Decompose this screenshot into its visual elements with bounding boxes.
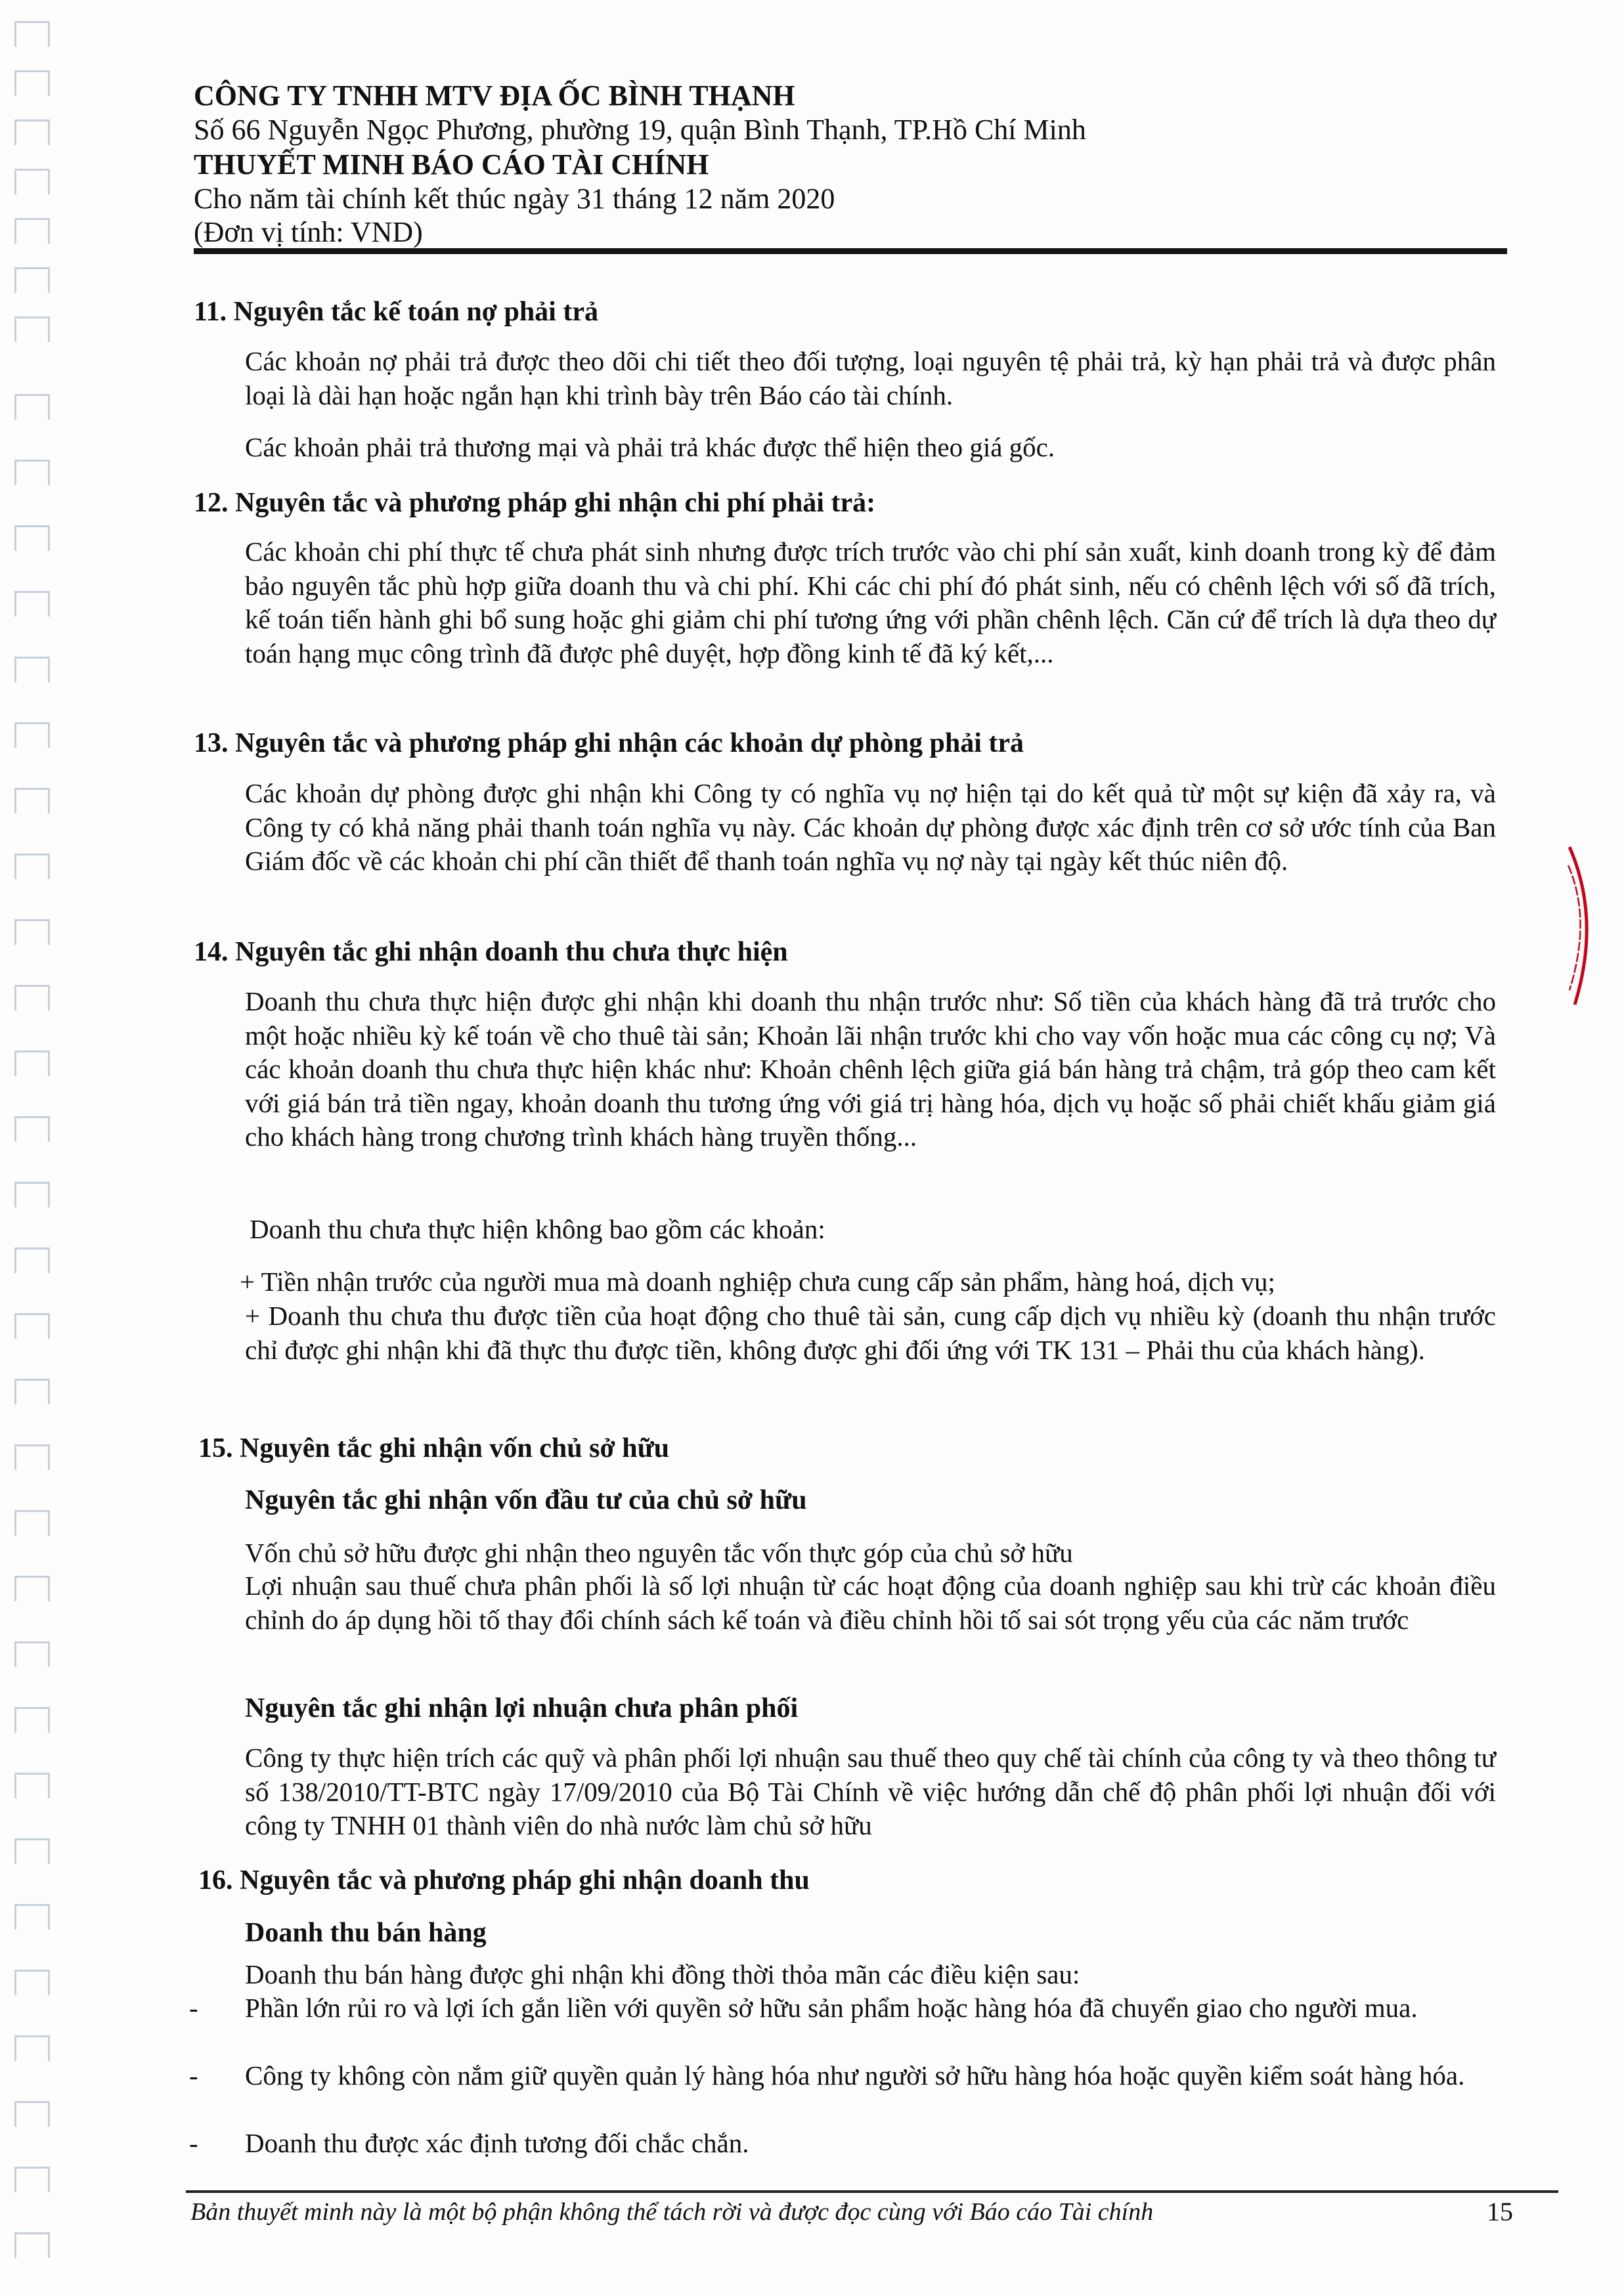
binding-hole (14, 2232, 50, 2258)
binding-hole (14, 919, 50, 945)
binding-hole (14, 21, 50, 47)
binding-hole (14, 2035, 50, 2061)
binding-hole (14, 1379, 50, 1404)
section-11-paragraph-2: Các khoản phải trả thương mại và phải trả khác được thể hiện theo giá gốc. (245, 432, 1055, 462)
binding-hole (14, 119, 50, 145)
company-address: Số 66 Nguyễn Ngọc Phương, phường 19, quận Bình Thạnh, TP.Hồ Chí Minh (194, 114, 1086, 146)
section-16-intro: Doanh thu bán hàng được ghi nhận khi đồng thời thỏa mãn các điều kiện sau: (245, 1959, 1080, 1989)
binding-hole (14, 985, 50, 1010)
binding-hole (14, 1641, 50, 1667)
binding-hole (14, 394, 50, 420)
section-14-paragraph-1: Doanh thu chưa thực hiện được ghi nhận khi doanh thu nhận trước như: Số tiền của khách hàng đã trả trước cho một hoặc nhiều kỳ kế toán về cho thuê tài sản; Khoản lãi nhận trước khi cho vay vốn hoặc mua các công cụ nợ; Và các khoản doanh thu chưa thực hiện khác như: Khoản chênh lệch giữa giá bán hàng trả chậm, trả góp theo cam kết với giá bán trả tiền ngay, khoản doanh thu tương ứng với giá trị hàng hóa, dịch vụ hoặc số phải chiết khấu giảm giá cho khách hàng trong chương trình khách hàng truyền thống... (245, 986, 1496, 1152)
section-14-item-1: + Tiền nhận trước của người mua mà doanh nghiệp chưa cung cấp sản phẩm, hàng hoá, dịch vụ; (240, 1267, 1275, 1297)
section-15-sub1-paragraph-1: Vốn chủ sở hữu được ghi nhận theo nguyên tắc vốn thực góp của chủ sở hữu (245, 1538, 1073, 1568)
report-period: Cho năm tài chính kết thúc ngày 31 tháng 12 năm 2020 (194, 183, 835, 215)
section-16-bullet-3: Doanh thu được xác định tương đối chắc chắn. (245, 2128, 749, 2158)
bullet-marker: - (189, 2060, 198, 2090)
section-11-heading: 11. Nguyên tắc kế toán nợ phải trả (194, 297, 598, 327)
footer-note: Bản thuyết minh này là một bộ phận không thể tách rời và được đọc cùng với Báo cáo Tài chính (190, 2198, 1154, 2226)
binding-hole (14, 169, 50, 194)
section-14-item-2: + Doanh thu chưa thu được tiền của hoạt động cho thuê tài sản, cung cấp dịch vụ nhiều kỳ (doanh thu nhận trước chỉ được ghi nhận khi đã thực thu được tiền, không được ghi đối ứng với TK 131 – Phải thu của khách hàng). (245, 1301, 1496, 1365)
section-15-sub2-paragraph-1: Công ty thực hiện trích các quỹ và phân phối lợi nhuận sau thuế theo quy chế tài chính của công ty và theo thông tư số 138/2010/TT-BTC ngày 17/09/2010 của Bộ Tài Chính về việc hướng dẫn chế độ phân phối lợi nhuận đối với công ty TNHH 01 thành viên do nhà nước làm chủ sở hữu (245, 1743, 1496, 1840)
binding-hole (14, 267, 50, 293)
section-15-subheading-2: Nguyên tắc ghi nhận lợi nhuận chưa phân phối (245, 1693, 799, 1723)
section-14-paragraph-2: Doanh thu chưa thực hiện không bao gồm các khoản: (250, 1214, 825, 1244)
binding-hole (14, 1510, 50, 1536)
binding-hole (14, 2101, 50, 2127)
binding-hole (14, 1970, 50, 1995)
section-16-bullet-2: Công ty không còn nắm giữ quyền quản lý hàng hóa như người sở hữu hàng hóa hoặc quyền kiểm soát hàng hóa. (245, 2060, 1465, 2090)
binding-hole (14, 460, 50, 485)
binding-hole (14, 218, 50, 244)
binding-hole (14, 525, 50, 551)
bullet-marker: - (189, 1993, 198, 2023)
section-16-subheading-1: Doanh thu bán hàng (245, 1918, 487, 1948)
binding-hole (14, 1444, 50, 1470)
binding-hole (14, 854, 50, 879)
section-15-subheading-1: Nguyên tắc ghi nhận vốn đầu tư của chủ sở hữu (245, 1485, 807, 1515)
section-15-heading: 15. Nguyên tắc ghi nhận vốn chủ sở hữu (198, 1433, 670, 1463)
section-14-heading: 14. Nguyên tắc ghi nhận doanh thu chưa thực hiện (194, 937, 788, 967)
binding-hole (14, 722, 50, 748)
section-15-sub1-paragraph-2: Lợi nhuận sau thuế chưa phân phối là số lợi nhuận từ các hoạt động của doanh nghiệp sau khi trừ các khoản điều chỉnh do áp dụng hồi tố thay đổi chính sách kế toán và điều chỉnh hồi tố sai sót trọng yếu của các năm trước (245, 1570, 1496, 1635)
seal-stamp-icon (1563, 840, 1615, 1011)
footer-divider (186, 2190, 1558, 2193)
binding-hole (14, 2167, 50, 2192)
header-divider (194, 248, 1507, 254)
bullet-marker: - (189, 2128, 198, 2158)
binding-hole (14, 1904, 50, 1930)
section-13-heading: 13. Nguyên tắc và phương pháp ghi nhận các khoản dự phòng phải trả (194, 728, 1024, 758)
binding-hole (14, 1707, 50, 1733)
section-12-paragraph-1: Các khoản chi phí thực tế chưa phát sinh nhưng được trích trước vào chi phí sản xuất, kinh doanh trong kỳ để đảm bảo nguyên tắc phù hợp giữa doanh thu và chi phí. Khi các chi phí đó phát sinh, nếu có chênh lệch với số đã trích, kế toán tiến hành ghi bổ sung hoặc ghi giảm chi phí tương ứng với phần chênh lệch. Căn cứ để trích là dựa theo dự toán hạng mục công trình đã được phê duyệt, hợp đồng kinh tế đã ký kết,... (245, 536, 1496, 668)
binding-hole (14, 1247, 50, 1273)
currency-unit: (Đơn vị tính: VND) (194, 216, 423, 248)
binding-hole (14, 1182, 50, 1207)
section-13-paragraph-1: Các khoản dự phòng được ghi nhận khi Công ty có nghĩa vụ nợ hiện tại do kết quả từ một sự kiện đã xảy ra, và Công ty có khả năng phải thanh toán nghĩa vụ này. Các khoản dự phòng được xác định trên cơ sở ước tính của Ban Giám đốc về các khoản chi phí cần thiết để thanh toán nghĩa vụ nợ này tại ngày kết thúc niên độ. (245, 778, 1496, 876)
binding-hole (14, 70, 50, 96)
section-16-heading: 16. Nguyên tắc và phương pháp ghi nhận doanh thu (198, 1865, 810, 1895)
section-11-paragraph-1: Các khoản nợ phải trả được theo dõi chi tiết theo đối tượng, loại nguyên tệ phải trả, kỳ hạn phải trả và được phân loại là dài hạn hoặc ngắn hạn khi trình bày trên Báo cáo tài chính. (245, 346, 1496, 410)
binding-hole (14, 1051, 50, 1076)
binding-hole (14, 1576, 50, 1601)
binding-hole (14, 1773, 50, 1798)
report-title: THUYẾT MINH BÁO CÁO TÀI CHÍNH (194, 148, 709, 181)
binding-hole (14, 1313, 50, 1339)
binding-hole (14, 316, 50, 342)
section-12-heading: 12. Nguyên tắc và phương pháp ghi nhận chi phí phải trả: (194, 488, 876, 518)
binding-hole (14, 591, 50, 617)
section-16-bullet-1: Phần lớn rủi ro và lợi ích gắn liền với quyền sở hữu sản phẩm hoặc hàng hóa đã chuyển giao cho người mua. (245, 1993, 1418, 2023)
binding-hole (14, 657, 50, 682)
binding-hole (14, 1116, 50, 1142)
page-number: 15 (1487, 2197, 1513, 2226)
company-name: CÔNG TY TNHH MTV ĐỊA ỐC BÌNH THẠNH (194, 79, 795, 112)
binding-hole (14, 788, 50, 813)
binding-hole (14, 1838, 50, 1864)
